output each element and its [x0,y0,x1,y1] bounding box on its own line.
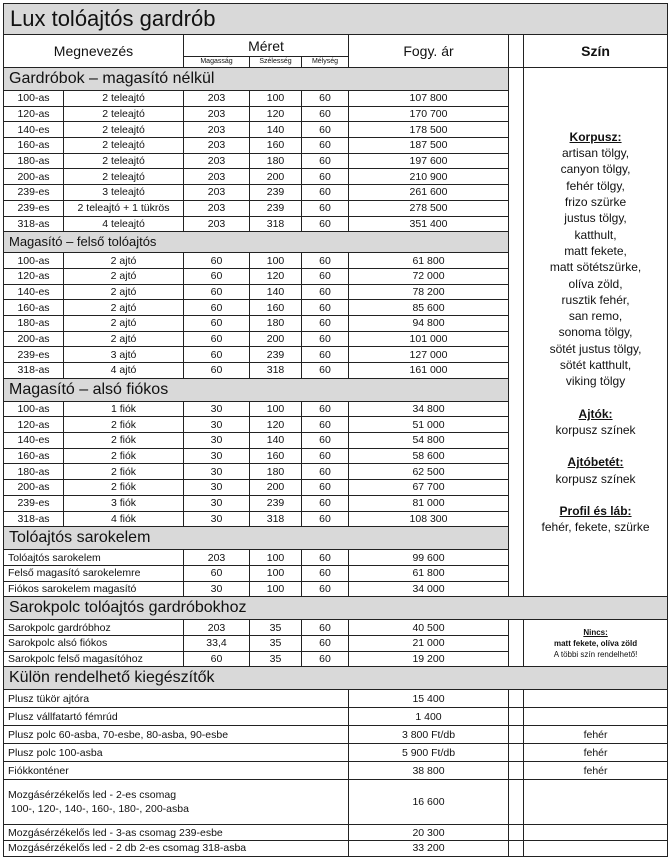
width-cell: 239 [250,185,302,201]
depth-cell: 60 [302,216,349,232]
width-cell: 318 [250,216,302,232]
section-title: Magasító – alsó fiókos [4,378,509,401]
price-cell: 21 000 [349,635,509,651]
header-size: Méret [184,35,349,57]
depth-cell: 60 [302,401,349,417]
height-cell: 203 [184,620,250,636]
color-cell [524,841,668,857]
depth-cell: 60 [302,91,349,107]
accessory-name: Mozgásérzékelős led - 2 db 2-es csomag 318-asba [4,841,349,857]
height-cell: 203 [184,106,250,122]
price-cell: 19 200 [349,651,509,667]
model-cell: 318-as [4,216,64,232]
model-cell: 239-es [4,495,64,511]
width-cell: 200 [250,169,302,185]
width-cell: 200 [250,480,302,496]
doors-cell: 2 ajtó [64,300,184,316]
korpusz-color-item: matt fekete, [564,243,627,258]
korpusz-color-item: olíva zöld, [568,276,623,291]
name-cell: Sarokpolc felső magasítóhoz [4,651,184,667]
table-row [4,744,668,762]
section-header-row [4,667,668,690]
height-cell: 33,4 [184,635,250,651]
width-cell: 140 [250,433,302,449]
doors-cell: 2 ajtó [64,331,184,347]
height-cell: 60 [184,651,250,667]
header-price: Fogy. ár [349,35,509,68]
width-cell: 100 [250,253,302,269]
model-cell: 100-as [4,401,64,417]
spacer-column [509,744,524,762]
korpusz-color-item: artisan tölgy, [561,146,630,161]
height-cell: 30 [184,433,250,449]
width-cell: 180 [250,315,302,331]
height-cell: 30 [184,480,250,496]
width-cell: 160 [250,448,302,464]
depth-cell: 60 [302,153,349,169]
height-cell: 203 [184,91,250,107]
height-cell: 203 [184,550,250,566]
depth-cell: 60 [302,448,349,464]
price-cell: 99 600 [349,550,509,566]
width-cell: 35 [250,651,302,667]
model-cell: 120-as [4,417,64,433]
price-cell: 261 600 [349,185,509,201]
model-cell: 239-es [4,200,64,216]
doors-cell: 2 teleajtó [64,169,184,185]
width-cell: 120 [250,417,302,433]
doors-cell: 2 teleajtó [64,106,184,122]
height-cell: 30 [184,464,250,480]
doors-cell: 2 fiók [64,464,184,480]
accessory-name [4,780,349,825]
accessory-name: Plusz vállfatartó fémrúd [4,708,349,726]
height-cell: 30 [184,448,250,464]
price-cell: 94 800 [349,315,509,331]
price-cell: 78 200 [349,284,509,300]
section-title: Magasító – felső tolóajtós [4,232,509,253]
doors-cell: 2 ajtó [64,315,184,331]
name-cell: Sarokpolc gardróbhoz [4,620,184,636]
model-cell: 140-es [4,122,64,138]
doors-cell: 4 fiók [64,511,184,527]
depth-cell: 60 [302,363,349,379]
panel-gap [524,438,667,454]
price-cell: 101 000 [349,331,509,347]
height-cell: 203 [184,200,250,216]
price-cell: 15 400 [349,690,509,708]
color-cell: fehér [524,726,668,744]
price-cell: 54 800 [349,433,509,449]
price-cell: 108 300 [349,511,509,527]
width-cell: 318 [250,363,302,379]
height-cell: 203 [184,169,250,185]
doors-cell: 2 teleajtó [64,122,184,138]
width-cell: 100 [250,565,302,581]
width-cell: 180 [250,153,302,169]
price-cell: 34 800 [349,401,509,417]
accessory-name: Mozgásérzékelős led - 3-as csomag 239-esbe [4,825,349,841]
model-cell: 200-as [4,169,64,185]
depth-cell: 60 [302,169,349,185]
height-cell: 60 [184,347,250,363]
price-cell: 210 900 [349,169,509,185]
header-spacer [509,35,524,68]
depth-cell: 60 [302,495,349,511]
price-cell: 5 900 Ft/db [349,744,509,762]
width-cell: 200 [250,331,302,347]
model-cell: 140-es [4,433,64,449]
price-list-sheet [3,3,667,857]
height-cell: 60 [184,565,250,581]
doors-cell: 3 teleajtó [64,185,184,201]
width-cell: 239 [250,495,302,511]
table-row [4,841,668,857]
table-row [4,620,668,636]
price-cell: 351 400 [349,216,509,232]
header-row [4,35,668,57]
model-cell: 239-es [4,185,64,201]
width-cell: 239 [250,347,302,363]
width-cell: 35 [250,635,302,651]
price-cell: 62 500 [349,464,509,480]
korpusz-label: Korpusz: [569,129,622,144]
doors-cell: 2 ajtó [64,284,184,300]
section-title: Külön rendelhető kiegészítők [4,667,668,690]
title-row [4,4,668,35]
color-cell: fehér [524,762,668,780]
depth-cell: 60 [302,284,349,300]
price-cell: 107 800 [349,91,509,107]
height-cell: 30 [184,581,250,597]
depth-cell: 60 [302,635,349,651]
doors-cell: 2 fiók [64,480,184,496]
width-cell: 140 [250,284,302,300]
korpusz-color-item: matt sötétszürke, [549,260,642,275]
price-cell: 178 500 [349,122,509,138]
color-cell [524,708,668,726]
price-cell: 85 600 [349,300,509,316]
depth-cell: 60 [302,581,349,597]
price-cell: 38 800 [349,762,509,780]
depth-cell: 60 [302,185,349,201]
price-cell: 61 800 [349,565,509,581]
height-cell: 60 [184,300,250,316]
korpusz-color-item: san remo, [568,309,623,324]
section-header-row [4,68,668,91]
height-cell: 203 [184,185,250,201]
price-cell: 127 000 [349,347,509,363]
accessory-name: Plusz polc 100-asba [4,744,349,762]
section-header-row [4,597,668,620]
color-cell: fehér [524,744,668,762]
width-cell: 100 [250,91,302,107]
depth-cell: 60 [302,315,349,331]
width-cell: 100 [250,401,302,417]
name-cell: Sarokpolc alsó fiókos [4,635,184,651]
model-cell: 180-as [4,315,64,331]
model-cell: 160-as [4,448,64,464]
doors-cell: 3 ajtó [64,347,184,363]
table-row [4,690,668,708]
doors-cell: 4 ajtó [64,363,184,379]
width-cell: 120 [250,268,302,284]
korpusz-color-item: justus tölgy, [564,211,627,226]
model-cell: 239-es [4,347,64,363]
profil-value: fehér, fekete, szürke [541,520,650,535]
depth-cell: 60 [302,511,349,527]
price-cell: 187 500 [349,138,509,154]
model-cell: 140-es [4,284,64,300]
doors-cell: 2 fiók [64,433,184,449]
depth-cell: 60 [302,565,349,581]
spacer-column [509,841,524,857]
height-cell: 60 [184,363,250,379]
width-cell: 100 [250,581,302,597]
table-row [4,726,668,744]
depth-cell: 60 [302,106,349,122]
color-cell [524,780,668,825]
doors-cell: 2 teleajtó [64,91,184,107]
depth-cell: 60 [302,480,349,496]
width-cell: 120 [250,106,302,122]
model-cell: 200-as [4,331,64,347]
spacer-column [509,762,524,780]
accessory-name: Plusz polc 60-asba, 70-esbe, 80-asba, 90-esbe [4,726,349,744]
page-title: Lux tolóajtós gardrób [4,4,668,35]
korpusz-color-item: viking tölgy [565,374,626,389]
model-cell: 120-as [4,268,64,284]
led-name-line: Mozgásérzékelős led - 2-es csomag [8,789,177,802]
price-cell: 58 600 [349,448,509,464]
model-cell: 318-as [4,363,64,379]
doors-cell: 2 teleajtó [64,138,184,154]
excluded-colors: matt fekete, olíva zöld [553,638,638,648]
korpusz-color-item: sonoma tölgy, [558,325,633,340]
width-cell: 318 [250,511,302,527]
model-cell: 200-as [4,480,64,496]
profil-label: Profil és láb: [559,503,632,518]
depth-cell: 60 [302,417,349,433]
depth-cell: 60 [302,253,349,269]
price-cell: 61 800 [349,253,509,269]
depth-cell: 60 [302,200,349,216]
color-panel [524,68,668,597]
spacer-column [509,690,524,708]
section-title: Tolóajtós sarokelem [4,527,509,550]
header-name: Megnevezés [4,35,184,68]
model-cell: 180-as [4,464,64,480]
width-cell: 160 [250,138,302,154]
doors-cell: 3 fiók [64,495,184,511]
model-cell: 120-as [4,106,64,122]
model-cell: 100-as [4,253,64,269]
depth-cell: 60 [302,433,349,449]
accessory-name: Plusz tükör ajtóra [4,690,349,708]
price-cell: 197 600 [349,153,509,169]
height-cell: 30 [184,511,250,527]
height-cell: 203 [184,216,250,232]
color-cell [524,690,668,708]
height-cell: 60 [184,315,250,331]
ajtobetet-value: korpusz színek [555,471,636,486]
section-title: Sarokpolc tolóajtós gardróbokhoz [4,597,668,620]
panel-gap [524,487,667,503]
depth-cell: 60 [302,268,349,284]
table-row [4,708,668,726]
price-cell: 278 500 [349,200,509,216]
korpusz-color-item: canyon tölgy, [560,162,631,177]
width-cell: 35 [250,620,302,636]
price-cell: 20 300 [349,825,509,841]
price-table [3,3,668,857]
depth-cell: 60 [302,300,349,316]
korpusz-color-item: fehér tölgy, [566,178,625,193]
depth-cell: 60 [302,651,349,667]
price-cell: 161 000 [349,363,509,379]
table-row [4,825,668,841]
height-cell: 30 [184,417,250,433]
height-cell: 30 [184,495,250,511]
section-title: Gardróbok – magasító nélkül [4,68,509,91]
spacer-column [509,620,524,667]
depth-cell: 60 [302,550,349,566]
spacer-column [509,726,524,744]
spacer-column [509,780,524,825]
doors-cell: 1 fiók [64,401,184,417]
model-cell: 160-as [4,300,64,316]
korpusz-color-item: sötét justus tölgy, [549,341,642,356]
doors-cell: 2 ajtó [64,268,184,284]
price-cell: 34 000 [349,581,509,597]
width-cell: 140 [250,122,302,138]
header-color: Szín [524,35,668,68]
panel-gap [524,390,667,406]
korpusz-color-item: sötét katthult, [559,358,632,373]
header-depth: Mélység [302,57,349,68]
table-row [4,762,668,780]
depth-cell: 60 [302,122,349,138]
doors-cell: 2 fiók [64,448,184,464]
doors-cell: 2 fiók [64,417,184,433]
price-cell: 67 700 [349,480,509,496]
sarokpolc-color-note [524,620,668,667]
korpusz-color-item: frizo szürke [564,195,627,210]
price-cell: 33 200 [349,841,509,857]
height-cell: 203 [184,122,250,138]
ajtobetet-label: Ajtóbetét: [567,455,624,470]
color-cell [524,825,668,841]
accessory-name: Fiókkonténer [4,762,349,780]
depth-cell: 60 [302,464,349,480]
depth-cell: 60 [302,347,349,363]
height-cell: 203 [184,153,250,169]
price-cell: 16 600 [349,780,509,825]
led-sizes-line: 100-, 120-, 140-, 160-, 180-, 200-asba [8,803,189,816]
height-cell: 60 [184,268,250,284]
height-cell: 203 [184,138,250,154]
depth-cell: 60 [302,620,349,636]
doors-cell: 2 teleajtó + 1 tükrös [64,200,184,216]
price-cell: 170 700 [349,106,509,122]
width-cell: 180 [250,464,302,480]
height-cell: 30 [184,401,250,417]
korpusz-color-item: rusztik fehér, [561,292,630,307]
korpusz-color-item: katthult, [574,227,617,242]
name-cell: Felső magasító sarokelemre [4,565,184,581]
nincs-label: Nincs: [583,627,608,637]
height-cell: 60 [184,253,250,269]
price-cell: 51 000 [349,417,509,433]
price-cell: 72 000 [349,268,509,284]
doors-cell: 2 teleajtó [64,153,184,169]
ajtok-label: Ajtók: [578,406,613,421]
table-row [4,780,668,825]
width-cell: 239 [250,200,302,216]
price-cell: 40 500 [349,620,509,636]
model-cell: 318-as [4,511,64,527]
height-cell: 60 [184,331,250,347]
model-cell: 160-as [4,138,64,154]
availability-note: A többi szín rendelhető! [553,649,638,659]
width-cell: 100 [250,550,302,566]
name-cell: Fiókos sarokelem magasító [4,581,184,597]
doors-cell: 2 ajtó [64,253,184,269]
spacer-column [509,68,524,597]
model-cell: 100-as [4,91,64,107]
header-height: Magasság [184,57,250,68]
price-cell: 3 800 Ft/db [349,726,509,744]
price-cell: 81 000 [349,495,509,511]
depth-cell: 60 [302,331,349,347]
model-cell: 180-as [4,153,64,169]
doors-cell: 4 teleajtó [64,216,184,232]
spacer-column [509,825,524,841]
width-cell: 160 [250,300,302,316]
spacer-column [509,708,524,726]
name-cell: Tolóajtós sarokelem [4,550,184,566]
ajtok-value: korpusz színek [555,422,636,437]
depth-cell: 60 [302,138,349,154]
height-cell: 60 [184,284,250,300]
price-cell: 1 400 [349,708,509,726]
header-width: Szélesség [250,57,302,68]
